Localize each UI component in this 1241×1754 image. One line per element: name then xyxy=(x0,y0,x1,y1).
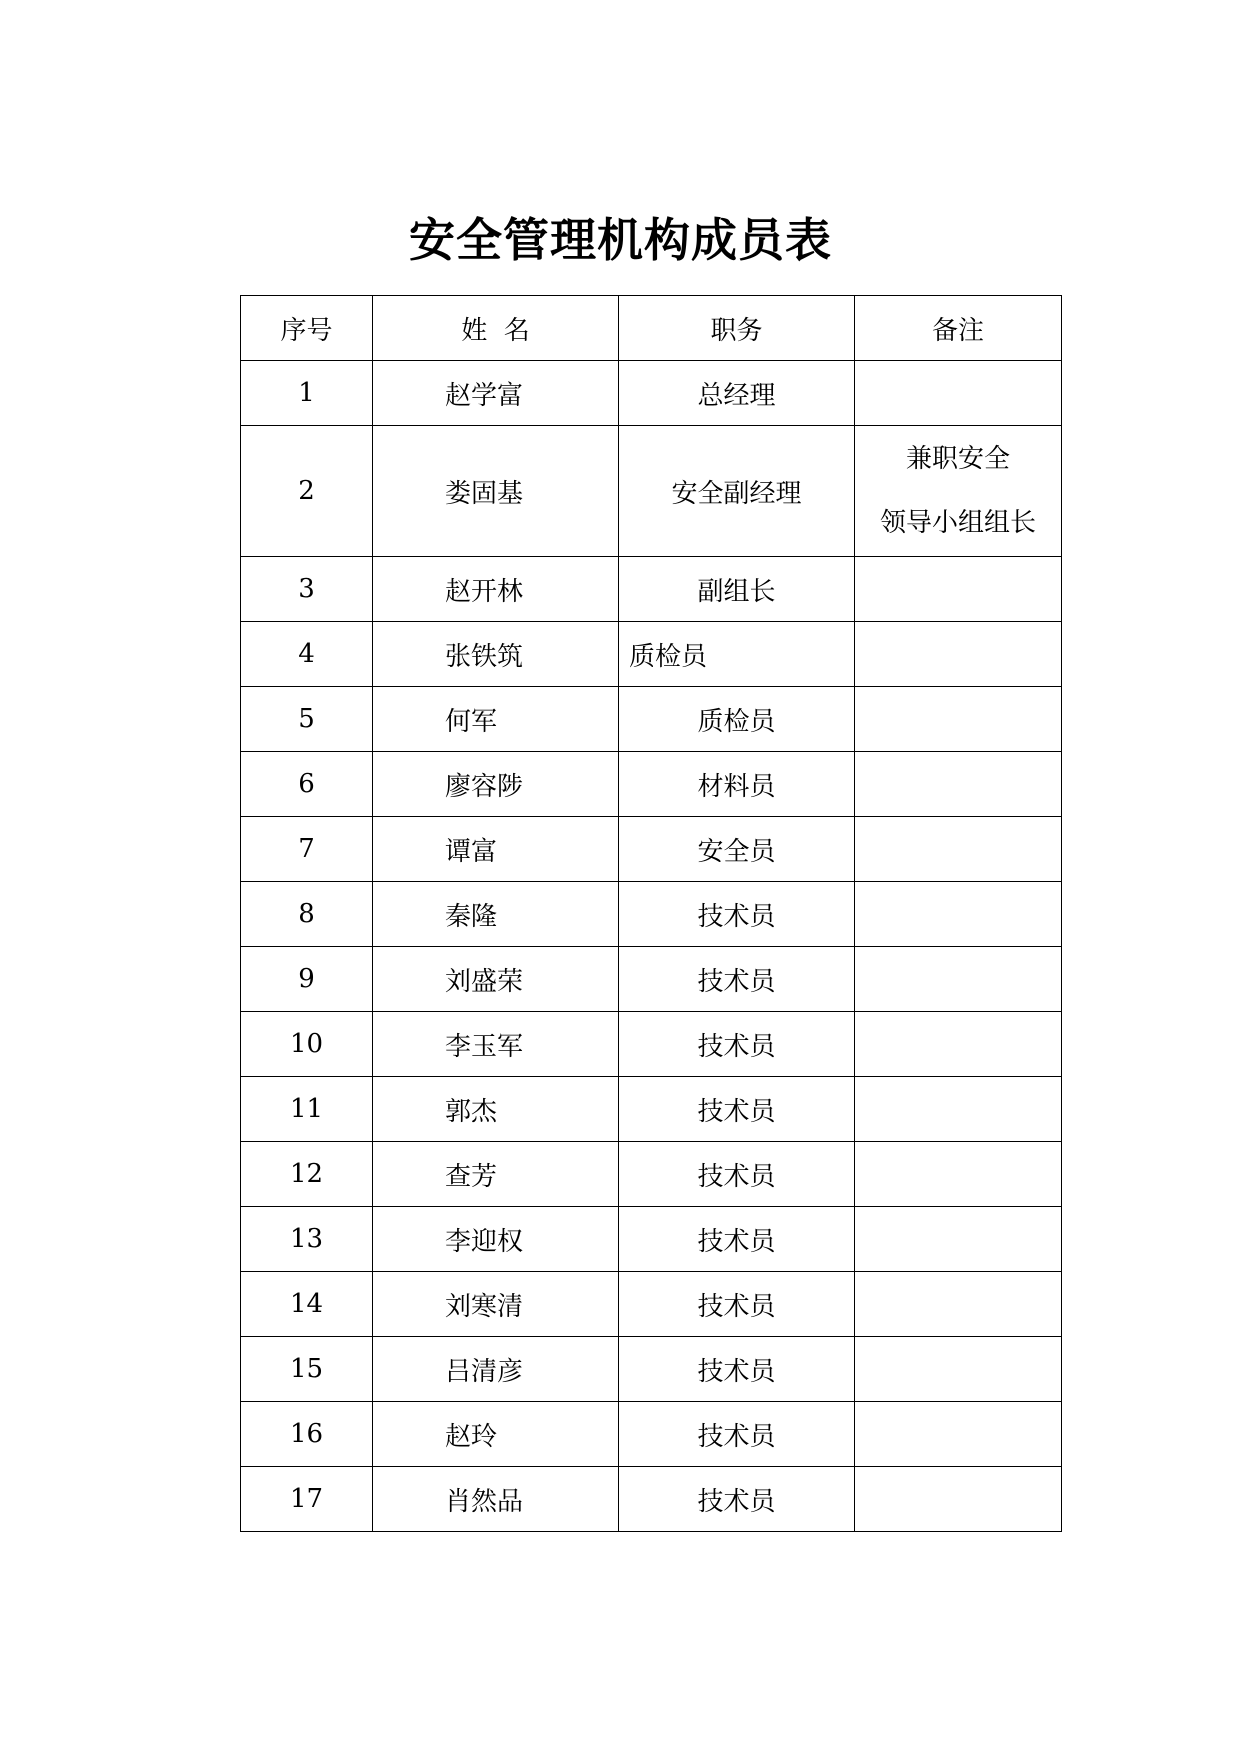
row-no: 2 xyxy=(241,426,373,557)
row-duty: 副组长 xyxy=(619,557,855,622)
row-note xyxy=(855,947,1062,1012)
row-name: 娄固基 xyxy=(373,426,619,557)
row-duty: 质检员 xyxy=(619,622,855,687)
row-name: 刘寒清 xyxy=(373,1272,619,1337)
table-row xyxy=(241,1077,1062,1142)
table-row xyxy=(241,426,1062,557)
row-duty: 技术员 xyxy=(619,1077,855,1142)
row-note xyxy=(855,1402,1062,1467)
note-line-2: 领导小组组长 xyxy=(879,508,1036,538)
row-no: 16 xyxy=(241,1402,373,1467)
row-duty: 技术员 xyxy=(619,1467,855,1532)
note-line-1: 兼职安全 xyxy=(905,444,1010,474)
row-note xyxy=(855,882,1062,947)
row-name: 谭富 xyxy=(373,817,619,882)
row-no: 9 xyxy=(241,947,373,1012)
row-no: 6 xyxy=(241,752,373,817)
row-no: 13 xyxy=(241,1207,373,1272)
row-note xyxy=(855,1142,1062,1207)
row-note xyxy=(855,1467,1062,1532)
row-no: 15 xyxy=(241,1337,373,1402)
row-no: 14 xyxy=(241,1272,373,1337)
row-name: 刘盛荣 xyxy=(373,947,619,1012)
row-no: 10 xyxy=(241,1012,373,1077)
table-row xyxy=(241,1337,1062,1402)
row-note xyxy=(855,622,1062,687)
table-row xyxy=(241,1012,1062,1077)
row-note xyxy=(855,1337,1062,1402)
page-title: 安全管理机构成员表 xyxy=(409,213,832,267)
row-note xyxy=(855,557,1062,622)
row-name: 何军 xyxy=(373,687,619,752)
row-name: 廖容陟 xyxy=(373,752,619,817)
row-duty: 技术员 xyxy=(619,1272,855,1337)
row-no: 12 xyxy=(241,1142,373,1207)
row-name: 吕清彦 xyxy=(373,1337,619,1402)
table-header-row xyxy=(241,296,1062,361)
header-duty: 职务 xyxy=(619,296,855,361)
row-duty: 技术员 xyxy=(619,1337,855,1402)
row-duty: 技术员 xyxy=(619,947,855,1012)
row-note xyxy=(855,817,1062,882)
table-row xyxy=(241,557,1062,622)
row-no: 17 xyxy=(241,1467,373,1532)
row-duty: 总经理 xyxy=(619,361,855,426)
header-name: 姓 名 xyxy=(373,296,619,361)
row-name: 查芳 xyxy=(373,1142,619,1207)
header-no: 序号 xyxy=(241,296,373,361)
row-duty: 技术员 xyxy=(619,1207,855,1272)
row-name: 赵玲 xyxy=(373,1402,619,1467)
table-row xyxy=(241,1207,1062,1272)
row-note xyxy=(855,1207,1062,1272)
row-name: 秦隆 xyxy=(373,882,619,947)
row-note xyxy=(855,361,1062,426)
row-name: 张铁筑 xyxy=(373,622,619,687)
row-note xyxy=(855,687,1062,752)
row-duty: 技术员 xyxy=(619,1012,855,1077)
row-no: 7 xyxy=(241,817,373,882)
row-duty: 质检员 xyxy=(619,687,855,752)
table-row xyxy=(241,1272,1062,1337)
row-name: 肖然品 xyxy=(373,1467,619,1532)
row-note xyxy=(855,426,1062,557)
row-name: 李迎权 xyxy=(373,1207,619,1272)
table-row xyxy=(241,1467,1062,1532)
table-row xyxy=(241,947,1062,1012)
row-name: 赵学富 xyxy=(373,361,619,426)
row-note xyxy=(855,1077,1062,1142)
row-no: 8 xyxy=(241,882,373,947)
row-duty: 安全员 xyxy=(619,817,855,882)
row-note xyxy=(855,1272,1062,1337)
row-duty: 材料员 xyxy=(619,752,855,817)
row-note xyxy=(855,752,1062,817)
row-duty: 技术员 xyxy=(619,1142,855,1207)
member-table xyxy=(240,295,1062,1532)
row-duty: 技术员 xyxy=(619,1402,855,1467)
row-name: 赵开林 xyxy=(373,557,619,622)
row-no: 1 xyxy=(241,361,373,426)
row-no: 3 xyxy=(241,557,373,622)
table-row xyxy=(241,1402,1062,1467)
table-row xyxy=(241,622,1062,687)
row-note xyxy=(855,1012,1062,1077)
row-duty: 安全副经理 xyxy=(619,426,855,557)
row-no: 4 xyxy=(241,622,373,687)
table-row xyxy=(241,882,1062,947)
table-row xyxy=(241,752,1062,817)
row-name: 李玉军 xyxy=(373,1012,619,1077)
table-row xyxy=(241,817,1062,882)
row-duty: 技术员 xyxy=(619,882,855,947)
row-no: 5 xyxy=(241,687,373,752)
row-no: 11 xyxy=(241,1077,373,1142)
table-row xyxy=(241,687,1062,752)
table-row xyxy=(241,1142,1062,1207)
table-row xyxy=(241,361,1062,426)
row-name: 郭杰 xyxy=(373,1077,619,1142)
header-note: 备注 xyxy=(855,296,1062,361)
